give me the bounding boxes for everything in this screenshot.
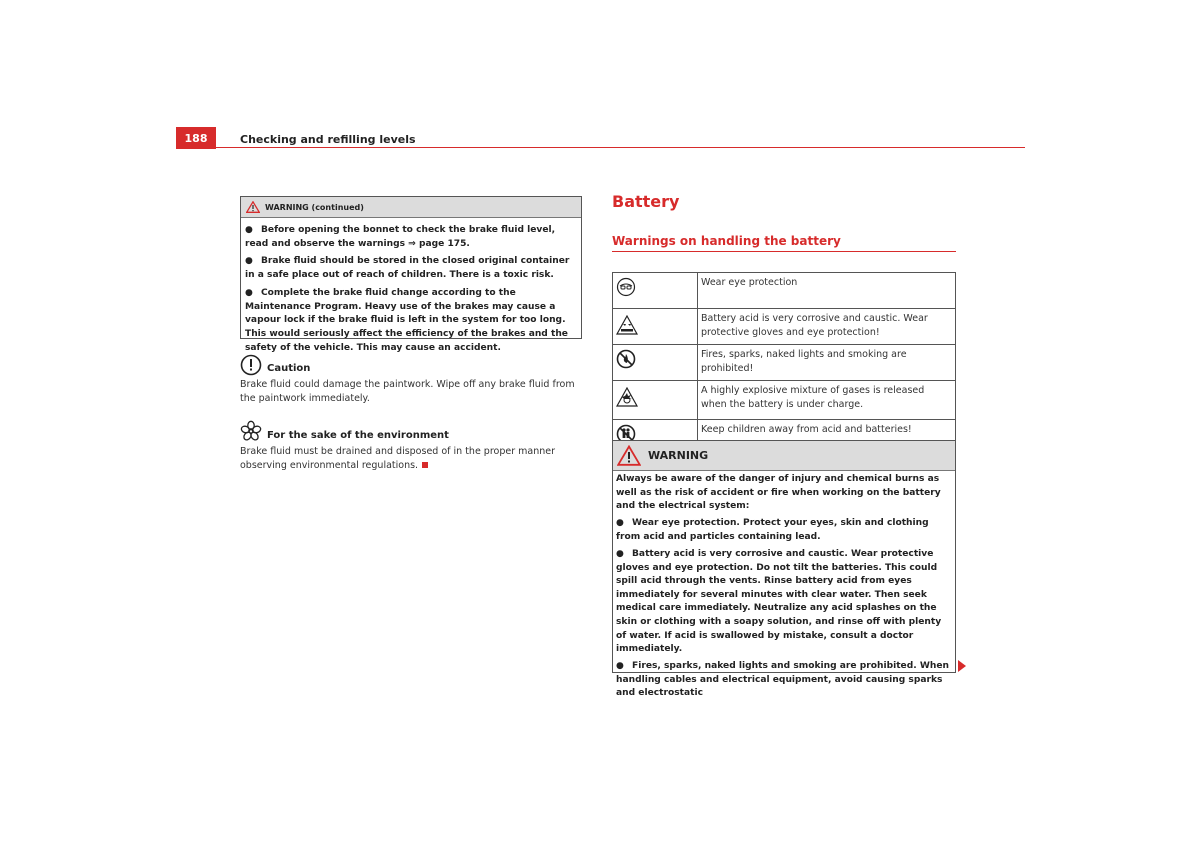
table-row [613, 273, 956, 309]
section-title: Battery [612, 192, 680, 211]
warning-item: ● Wear eye protection. Protect your eyes, skin and clothing from acid and particles containing lead. [616, 518, 929, 542]
explosive-gas-icon [616, 387, 638, 407]
no-fire-icon [616, 349, 636, 369]
warning-continued-header [241, 197, 581, 218]
end-of-section-mark [422, 462, 428, 468]
warning-triangle-icon [617, 445, 641, 466]
corrosive-acid-icon [616, 315, 638, 335]
continue-arrow-icon [958, 657, 966, 676]
chapter-title: Checking and refilling levels [240, 133, 416, 146]
symbol-text: Keep children away from acid and batteries! [698, 420, 956, 454]
warning-item: ● Complete the brake fluid change according to the Maintenance Program. Heavy use of the brakes may cause a vapour lock if the brake fluid is left in the system for too long. This would seriously affect the efficiency of the brakes and the safety of the vehicle. This may cause an accident. [245, 287, 568, 353]
warning-continued-box [240, 196, 582, 353]
environment-title: For the sake of the environment [267, 430, 449, 441]
caution-title: Caution [267, 363, 311, 374]
symbol-text: Battery acid is very corrosive and caustic. Wear protective gloves and eye protection! [698, 309, 956, 345]
battery-warning-header [613, 441, 955, 471]
eye-protection-icon [616, 277, 636, 297]
caution-text: Brake fluid could damage the paintwork. Wipe off any brake fluid from the paintwork immediately. [240, 379, 575, 404]
symbols-table [612, 272, 956, 454]
environment-text: Brake fluid must be drained and disposed of in the proper manner observing environmental regulations. [240, 446, 556, 471]
warning-item: ● Before opening the bonnet to check the brake fluid level, read and observe the warnings ⇒ page 175. [245, 225, 556, 249]
battery-warning-intro: Always be aware of the danger of injury and chemical burns as well as the risk of accident or fire when working on the battery and the electrical system: [616, 474, 941, 512]
warning-item: ● Battery acid is very corrosive and caustic. Wear protective gloves and eye protection. Do not tilt the batteries. This could spill acid through the vents. Rinse battery acid from eyes immediately for several minutes with clear water. Then seek medical care immediately. Neutralize any acid splashes on the skin or clothing with a soapy solution, and rinse off with plenty of water. If acid is swallowed by mistake, consult a doctor immediately. [616, 548, 942, 655]
warning-continued-title: WARNING (continued) [265, 202, 364, 212]
header-rule [176, 147, 1025, 148]
battery-warning-title: WARNING [648, 449, 709, 462]
table-row [613, 345, 956, 381]
warning-item: ● Fires, sparks, naked lights and smoking are prohibited. When handling cables and electrical equipment, avoid causing sparks and electrostatic [616, 661, 949, 699]
subsection-title: Warnings on handling the battery [612, 234, 841, 248]
warning-triangle-icon [246, 201, 260, 213]
warning-item: ● Brake fluid should be stored in the closed original container in a safe place out of reach of children. There is a toxic risk. [245, 256, 570, 281]
caution-icon [240, 354, 262, 380]
symbol-text: Wear eye protection [698, 273, 956, 309]
symbol-text: Fires, sparks, naked lights and smoking are prohibited! [698, 345, 956, 381]
symbol-text: A highly explosive mixture of gases is released when the battery is under charge. [698, 381, 956, 420]
environment-flower-icon [240, 420, 262, 446]
table-row [613, 381, 956, 420]
page-number: 188 [176, 127, 216, 149]
battery-warning-box [612, 440, 956, 699]
table-row [613, 309, 956, 345]
subsection-rule [612, 251, 956, 252]
